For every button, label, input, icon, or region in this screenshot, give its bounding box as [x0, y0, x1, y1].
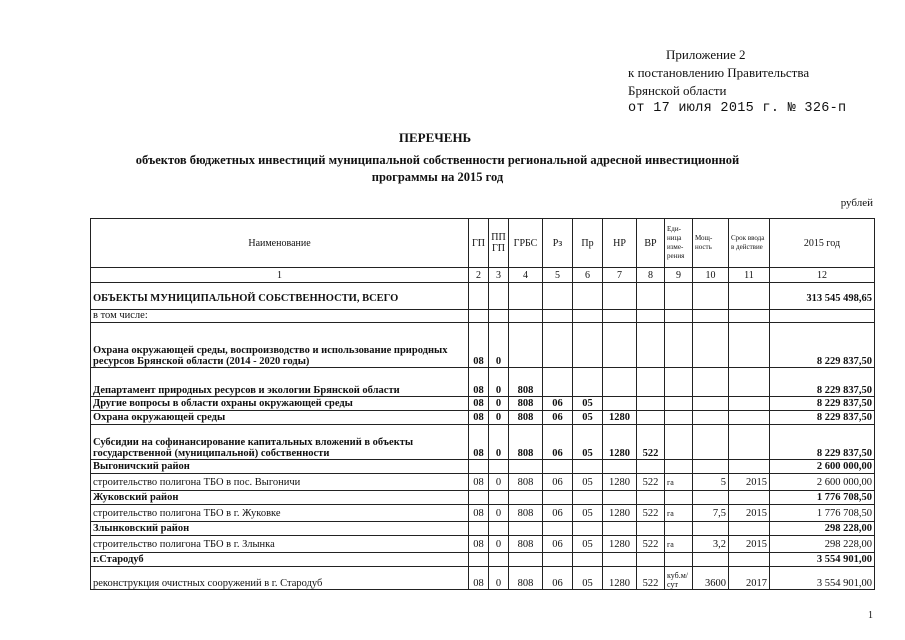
col-num: 4	[509, 268, 543, 283]
cell-amount: 8 229 837,50	[770, 368, 875, 397]
cell-ppgp: 0	[489, 536, 509, 553]
cell-vr: 522	[637, 425, 665, 460]
cell-rz: 06	[543, 397, 573, 411]
cell-nr	[603, 460, 637, 474]
cell-grbs: 808	[509, 474, 543, 491]
cell-amount: 8 229 837,50	[770, 411, 875, 425]
header-name: Наименование	[91, 219, 469, 268]
col-num: 11	[729, 268, 770, 283]
cell-ppgp	[489, 553, 509, 567]
cell-unit	[665, 283, 693, 310]
cell-nr: 1280	[603, 411, 637, 425]
cell-name: Охрана окружающей среды, воспроизводство и использование природных ресурсов Брянской области (2014 - 2020 годы)	[91, 323, 469, 368]
table-row	[91, 505, 875, 522]
cell-capacity	[693, 368, 729, 397]
cell-nr: 1280	[603, 505, 637, 522]
cell-ppgp	[489, 460, 509, 474]
table-row	[91, 368, 875, 397]
cell-grbs	[509, 283, 543, 310]
cell-capacity	[693, 283, 729, 310]
cell-nr	[603, 553, 637, 567]
col-num: 12	[770, 268, 875, 283]
cell-unit: га	[665, 536, 693, 553]
cell-nr: 1280	[603, 567, 637, 590]
cell-gp	[469, 491, 489, 505]
cell-rz: 06	[543, 425, 573, 460]
cell-amount: 298 228,00	[770, 522, 875, 536]
cell-vr	[637, 310, 665, 323]
cell-term	[729, 283, 770, 310]
cell-unit: куб.м/сут	[665, 567, 693, 590]
table-row	[91, 397, 875, 411]
table-row	[91, 567, 875, 590]
cell-name: Субсидии на софинансирование капитальных вложений в объекты государственной (муниципальной) собственности	[91, 425, 469, 460]
cell-unit: га	[665, 474, 693, 491]
appendix-line-4: от 17 июля 2015 г. № 326-п	[628, 101, 847, 116]
cell-ppgp: 0	[489, 323, 509, 368]
cell-amount: 2 600 000,00	[770, 460, 875, 474]
cell-capacity	[693, 553, 729, 567]
cell-pr: 05	[573, 505, 603, 522]
cell-amount: 8 229 837,50	[770, 323, 875, 368]
cell-rz: 06	[543, 411, 573, 425]
col-num: 1	[91, 268, 469, 283]
table-row	[91, 460, 875, 474]
appendix-line-1: Приложение 2	[666, 47, 746, 62]
table-row	[91, 553, 875, 567]
cell-vr	[637, 323, 665, 368]
cell-amount	[770, 310, 875, 323]
cell-nr	[603, 397, 637, 411]
cell-grbs: 808	[509, 397, 543, 411]
col-num: 5	[543, 268, 573, 283]
cell-rz	[543, 283, 573, 310]
cell-name: строительство полигона ТБО в г. Злынка	[91, 536, 469, 553]
header-nr: НР	[603, 219, 637, 268]
cell-term	[729, 425, 770, 460]
cell-name: Жуковский район	[91, 491, 469, 505]
cell-unit	[665, 368, 693, 397]
cell-rz: 06	[543, 536, 573, 553]
cell-amount: 313 545 498,65	[770, 283, 875, 310]
cell-unit	[665, 411, 693, 425]
cell-term: 2017	[729, 567, 770, 590]
appendix-line-3: Брянской области	[628, 83, 727, 98]
cell-nr: 1280	[603, 425, 637, 460]
col-num: 3	[489, 268, 509, 283]
cell-name: Охрана окружающей среды	[91, 411, 469, 425]
header-row	[91, 219, 875, 268]
cell-name: ОБЪЕКТЫ МУНИЦИПАЛЬНОЙ СОБСТВЕННОСТИ, ВСЕГО	[91, 283, 469, 310]
cell-pr: 05	[573, 397, 603, 411]
cell-ppgp: 0	[489, 368, 509, 397]
table-row	[91, 411, 875, 425]
cell-name: г.Стародуб	[91, 553, 469, 567]
cell-capacity	[693, 397, 729, 411]
cell-grbs: 808	[509, 425, 543, 460]
table-row	[91, 474, 875, 491]
cell-term	[729, 553, 770, 567]
cell-term	[729, 460, 770, 474]
cell-term	[729, 411, 770, 425]
cell-pr: 05	[573, 567, 603, 590]
cell-gp: 08	[469, 411, 489, 425]
cell-capacity	[693, 425, 729, 460]
cell-pr	[573, 283, 603, 310]
cell-rz: 06	[543, 474, 573, 491]
cell-pr	[573, 323, 603, 368]
table-row	[91, 323, 875, 368]
cell-grbs	[509, 522, 543, 536]
cell-name: строительство полигона ТБО в г. Жуковке	[91, 505, 469, 522]
cell-grbs: 808	[509, 505, 543, 522]
col-num: 9	[665, 268, 693, 283]
cell-unit	[665, 323, 693, 368]
table-row	[91, 283, 875, 310]
cell-grbs	[509, 491, 543, 505]
cell-gp: 08	[469, 397, 489, 411]
cell-pr: 05	[573, 411, 603, 425]
cell-unit	[665, 460, 693, 474]
cell-name: Выгоничский район	[91, 460, 469, 474]
cell-amount: 8 229 837,50	[770, 425, 875, 460]
cell-gp	[469, 460, 489, 474]
cell-rz	[543, 522, 573, 536]
cell-nr	[603, 522, 637, 536]
cell-capacity: 3,2	[693, 536, 729, 553]
col-num: 8	[637, 268, 665, 283]
cell-unit	[665, 425, 693, 460]
cell-term	[729, 323, 770, 368]
cell-grbs	[509, 310, 543, 323]
cell-amount: 1 776 708,50	[770, 505, 875, 522]
cell-amount: 2 600 000,00	[770, 474, 875, 491]
cell-pr: 05	[573, 536, 603, 553]
cell-term	[729, 368, 770, 397]
cell-pr	[573, 553, 603, 567]
cell-name: реконструкция очистных сооружений в г. Стародуб	[91, 567, 469, 590]
cell-rz	[543, 491, 573, 505]
cell-rz	[543, 368, 573, 397]
cell-ppgp: 0	[489, 397, 509, 411]
cell-unit	[665, 553, 693, 567]
cell-amount: 8 229 837,50	[770, 397, 875, 411]
appendix-line-2: к постановлению Правительства	[628, 65, 810, 80]
document-title: ПЕРЕЧЕНЬ	[398, 130, 472, 145]
header-term: Срок ввода в действие	[729, 219, 770, 268]
column-number-row	[91, 268, 875, 283]
cell-ppgp	[489, 310, 509, 323]
col-num: 2	[469, 268, 489, 283]
cell-grbs: 808	[509, 536, 543, 553]
header-grbs: ГРБС	[509, 219, 543, 268]
cell-capacity: 5	[693, 474, 729, 491]
cell-gp: 08	[469, 505, 489, 522]
cell-vr	[637, 283, 665, 310]
header-year: 2015 год	[770, 219, 875, 268]
header-ppgp: ПП ГП	[489, 219, 509, 268]
cell-unit	[665, 491, 693, 505]
cell-name: строительство полигона ТБО в пос. Выгоничи	[91, 474, 469, 491]
cell-gp	[469, 310, 489, 323]
cell-pr	[573, 368, 603, 397]
cell-unit	[665, 310, 693, 323]
cell-term: 2015	[729, 474, 770, 491]
cell-amount: 3 554 901,00	[770, 567, 875, 590]
cell-pr	[573, 460, 603, 474]
cell-vr	[637, 460, 665, 474]
cell-capacity	[693, 491, 729, 505]
cell-unit	[665, 397, 693, 411]
cell-grbs	[509, 553, 543, 567]
appendix-block	[628, 46, 846, 118]
cell-gp	[469, 283, 489, 310]
col-num: 10	[693, 268, 729, 283]
header-unit: Еди-ница изме-рения	[665, 219, 693, 268]
cell-rz	[543, 460, 573, 474]
cell-nr: 1280	[603, 536, 637, 553]
cell-rz	[543, 310, 573, 323]
cell-amount: 3 554 901,00	[770, 553, 875, 567]
cell-pr	[573, 491, 603, 505]
cell-vr	[637, 397, 665, 411]
cell-ppgp	[489, 522, 509, 536]
cell-vr: 522	[637, 505, 665, 522]
cell-grbs: 808	[509, 411, 543, 425]
cell-ppgp: 0	[489, 505, 509, 522]
cell-capacity: 3600	[693, 567, 729, 590]
cell-nr: 1280	[603, 474, 637, 491]
cell-ppgp: 0	[489, 474, 509, 491]
cell-ppgp	[489, 283, 509, 310]
cell-grbs	[509, 460, 543, 474]
cell-pr	[573, 522, 603, 536]
cell-gp: 08	[469, 323, 489, 368]
cell-unit	[665, 522, 693, 536]
cell-gp	[469, 522, 489, 536]
cell-term	[729, 310, 770, 323]
col-num: 6	[573, 268, 603, 283]
cell-vr	[637, 411, 665, 425]
cell-gp: 08	[469, 536, 489, 553]
cell-nr	[603, 323, 637, 368]
cell-capacity	[693, 310, 729, 323]
cell-vr: 522	[637, 536, 665, 553]
cell-ppgp: 0	[489, 411, 509, 425]
cell-vr	[637, 553, 665, 567]
cell-capacity	[693, 323, 729, 368]
header-vr: ВР	[637, 219, 665, 268]
cell-ppgp: 0	[489, 567, 509, 590]
document-subtitle	[105, 152, 770, 186]
cell-term	[729, 491, 770, 505]
cell-gp: 08	[469, 425, 489, 460]
table-row	[91, 491, 875, 505]
subtitle-line-1: объектов бюджетных инвестиций муниципальной собственности региональной адресной инвестиционной	[135, 153, 740, 167]
header-capacity: Мощ-ность	[693, 219, 729, 268]
table-row	[91, 522, 875, 536]
header-pr: Пр	[573, 219, 603, 268]
cell-rz	[543, 323, 573, 368]
cell-gp: 08	[469, 567, 489, 590]
header-rz: Рз	[543, 219, 573, 268]
table-row	[91, 310, 875, 323]
cell-term	[729, 397, 770, 411]
subtitle-line-2: программы на 2015 год	[371, 170, 504, 184]
cell-grbs	[509, 323, 543, 368]
cell-nr	[603, 310, 637, 323]
cell-pr: 05	[573, 425, 603, 460]
cell-capacity	[693, 460, 729, 474]
header-gp: ГП	[469, 219, 489, 268]
cell-gp: 08	[469, 368, 489, 397]
cell-ppgp	[489, 491, 509, 505]
cell-capacity	[693, 411, 729, 425]
cell-grbs: 808	[509, 368, 543, 397]
cell-nr	[603, 283, 637, 310]
cell-vr	[637, 522, 665, 536]
cell-rz: 06	[543, 505, 573, 522]
cell-unit: га	[665, 505, 693, 522]
currency-label: рублей	[840, 197, 873, 209]
investment-table	[90, 218, 875, 590]
cell-ppgp: 0	[489, 425, 509, 460]
table-row	[91, 425, 875, 460]
cell-amount: 298 228,00	[770, 536, 875, 553]
cell-capacity	[693, 522, 729, 536]
col-num: 7	[603, 268, 637, 283]
cell-name: Департамент природных ресурсов и экологии Брянской области	[91, 368, 469, 397]
cell-vr	[637, 491, 665, 505]
cell-vr: 522	[637, 567, 665, 590]
cell-name: Злынковский район	[91, 522, 469, 536]
cell-gp	[469, 553, 489, 567]
cell-amount: 1 776 708,50	[770, 491, 875, 505]
cell-rz: 06	[543, 567, 573, 590]
cell-nr	[603, 368, 637, 397]
cell-name: Другие вопросы в области охраны окружающей среды	[91, 397, 469, 411]
cell-term	[729, 522, 770, 536]
table-row	[91, 536, 875, 553]
cell-vr: 522	[637, 474, 665, 491]
cell-term: 2015	[729, 536, 770, 553]
cell-gp: 08	[469, 474, 489, 491]
cell-pr: 05	[573, 474, 603, 491]
cell-grbs: 808	[509, 567, 543, 590]
cell-pr	[573, 310, 603, 323]
cell-rz	[543, 553, 573, 567]
cell-term: 2015	[729, 505, 770, 522]
cell-capacity: 7,5	[693, 505, 729, 522]
cell-vr	[637, 368, 665, 397]
page-number: 1	[868, 610, 873, 621]
cell-nr	[603, 491, 637, 505]
cell-name: в том числе:	[91, 310, 469, 323]
